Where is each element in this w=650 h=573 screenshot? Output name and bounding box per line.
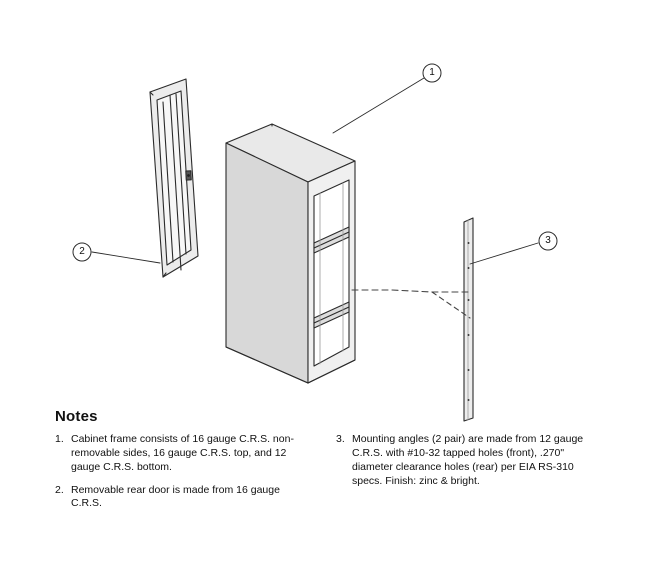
note-text: Cabinet frame consists of 16 gauge C.R.S. non-removable sides, 16 gauge C.R.S. top, and 12 gauge C.R.S. bottom. [71, 433, 294, 473]
notes-heading: Notes [55, 408, 98, 425]
note-text: Removable rear door is made from 16 gauge C.R.S. [71, 483, 280, 510]
notes-left-column [55, 433, 310, 520]
note-text: Mounting angles (2 pair) are made from 12 gauge C.R.S. with #10-32 tapped holes (front), .270" diameter clearance holes (rear) per EIA RS-310 specs. Finish: zinc & bright. [352, 433, 584, 487]
note-item [55, 433, 310, 475]
note-item [336, 433, 591, 488]
note-number: 3. [336, 433, 345, 445]
callout-1-label: 1 [429, 67, 435, 78]
rear-door-part [150, 79, 198, 277]
note-number: 1. [55, 433, 64, 445]
notes-right-column [336, 433, 591, 497]
callout-2-label: 2 [79, 246, 85, 257]
notes-block [55, 408, 595, 520]
cabinet-frame-part [226, 124, 355, 383]
assembly-alignment-line [352, 290, 470, 318]
note-item [55, 484, 310, 512]
callout-3-label: 3 [545, 235, 551, 246]
note-number: 2. [55, 483, 64, 496]
notes-columns [55, 433, 595, 520]
mounting-angle-part [464, 218, 473, 421]
